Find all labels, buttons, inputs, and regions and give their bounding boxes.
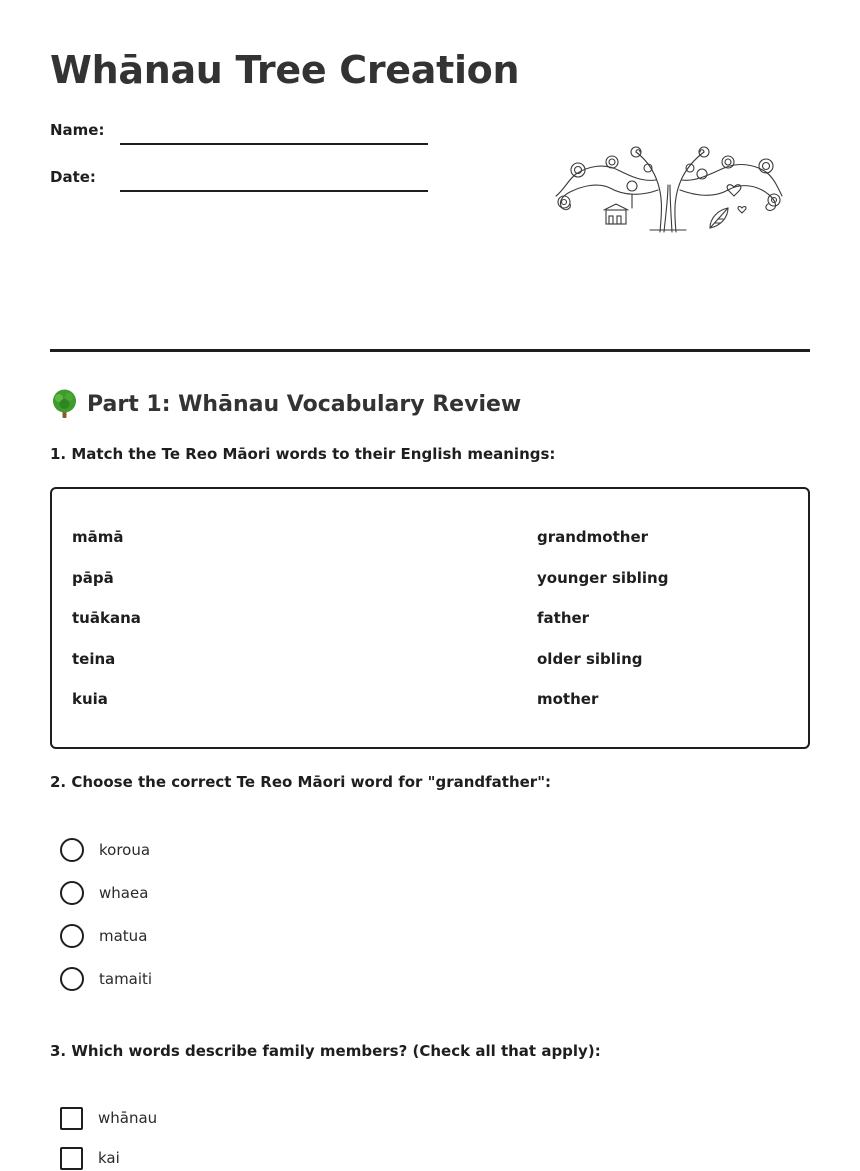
- tree-icon: [50, 389, 79, 419]
- name-label: Name:: [50, 121, 105, 139]
- maori-word[interactable]: tuākana: [72, 609, 141, 627]
- date-field-row: [50, 168, 420, 198]
- option-label: kai: [98, 1149, 120, 1167]
- english-meaning[interactable]: father: [537, 609, 590, 627]
- radio-button[interactable]: [60, 838, 84, 862]
- worksheet-title: Whānau Tree Creation: [50, 48, 520, 92]
- date-label: Date:: [50, 168, 96, 186]
- maori-word[interactable]: māmā: [72, 528, 124, 546]
- part1-heading: [50, 388, 521, 420]
- date-input[interactable]: [120, 168, 428, 192]
- english-meaning[interactable]: grandmother: [537, 528, 649, 546]
- maori-word[interactable]: teina: [72, 649, 116, 668]
- maori-word[interactable]: pāpā: [72, 568, 114, 587]
- option-label: whānau: [98, 1109, 158, 1127]
- question-3: 3. Which words describe family members? (Check all that apply):: [50, 1042, 601, 1060]
- part1-heading-text: Part 1: Whānau Vocabulary Review: [87, 391, 522, 417]
- name-field-row: [50, 121, 420, 151]
- matching-box: [50, 487, 810, 749]
- checkbox[interactable]: [60, 1107, 83, 1130]
- radio-button[interactable]: [60, 967, 84, 991]
- q2-option[interactable]: [60, 880, 148, 906]
- option-label: matua: [99, 927, 148, 945]
- name-input[interactable]: [120, 121, 428, 145]
- q3-option[interactable]: [60, 1105, 157, 1131]
- english-meaning[interactable]: mother: [537, 690, 599, 708]
- maori-words-column: [72, 527, 141, 730]
- english-meaning[interactable]: older sibling: [537, 649, 643, 668]
- whanau-tree-illustration: [552, 140, 784, 236]
- q3-option[interactable]: [60, 1145, 120, 1171]
- option-label: tamaiti: [99, 970, 153, 988]
- q2-option[interactable]: [60, 837, 150, 863]
- question-1: 1. Match the Te Reo Māori words to their English meanings:: [50, 445, 556, 463]
- section-divider: [50, 349, 810, 352]
- english-meaning[interactable]: younger sibling: [537, 568, 669, 587]
- question-2: 2. Choose the correct Te Reo Māori word for "grandfather":: [50, 773, 552, 791]
- radio-button[interactable]: [60, 924, 84, 948]
- checkbox[interactable]: [60, 1147, 83, 1170]
- english-meanings-column: [537, 527, 668, 730]
- radio-button[interactable]: [60, 881, 84, 905]
- q2-option[interactable]: [60, 923, 147, 949]
- option-label: whaea: [99, 884, 149, 902]
- maori-word[interactable]: kuia: [72, 690, 108, 708]
- q2-option[interactable]: [60, 966, 152, 992]
- option-label: koroua: [99, 841, 151, 859]
